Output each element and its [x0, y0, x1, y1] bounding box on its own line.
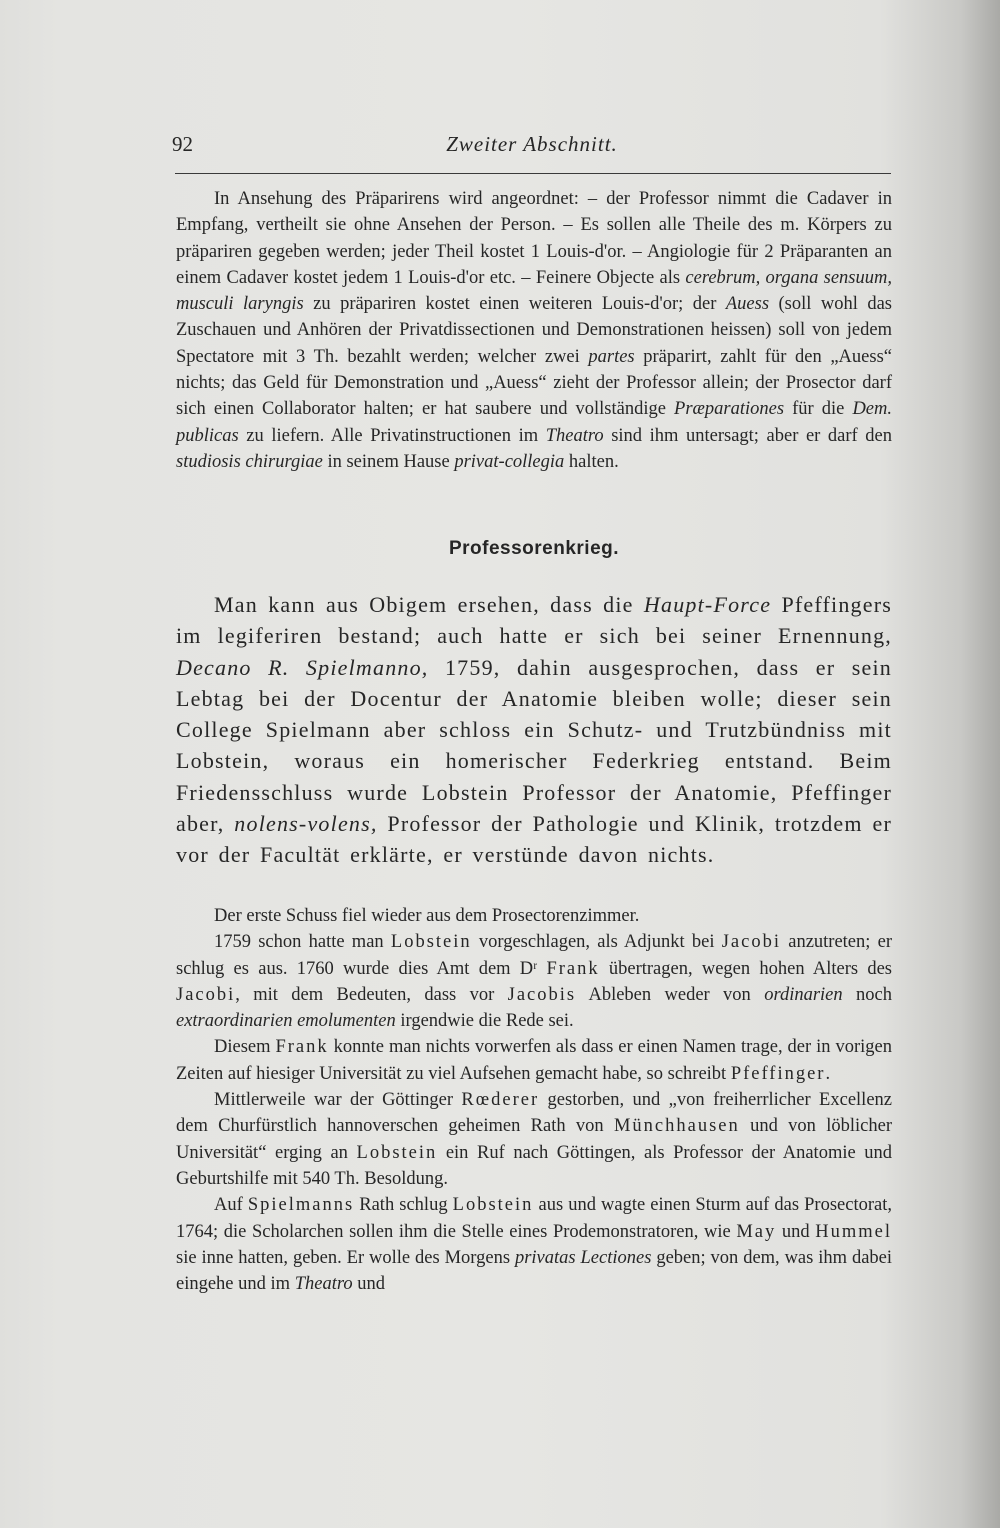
italic-term: privatas Lectiones: [514, 1247, 652, 1268]
spaced-name: Hummel: [815, 1221, 893, 1242]
header-rule: [175, 173, 891, 174]
text-run: irgendwie die Rede sei.: [395, 1011, 574, 1032]
spaced-name: Frank: [275, 1037, 329, 1058]
page-number: 92: [172, 132, 193, 156]
text-run: zu liefern. Alle Privatinstructionen im: [238, 425, 546, 446]
italic-term: partes: [588, 346, 635, 367]
text-run: , mit dem Bedeuten, dass vor: [235, 984, 508, 1005]
closing-paragraph-1: [176, 903, 892, 929]
spaced-name: May: [736, 1221, 777, 1242]
text-run: sind ihm untersagt; aber er darf den: [603, 425, 892, 446]
text-run: halten.: [564, 451, 619, 472]
spaced-name: Frank: [546, 958, 600, 979]
spaced-name: Rœderer: [461, 1090, 540, 1111]
text-run: Professor der Pathologie und Klinik, trotzdem er vor der Facultät erklärte, er verstünde davon nichts.: [176, 811, 892, 868]
main-block: [176, 589, 892, 871]
italic-term: Præparationes: [674, 399, 785, 420]
closing-block: [176, 903, 892, 1297]
closing-paragraph-3: [176, 1034, 892, 1087]
spaced-name: Spielmanns: [247, 1195, 355, 1216]
italic-term: Auess: [725, 294, 770, 315]
page-header: [172, 130, 892, 170]
text-run: vorgeschlagen, als Adjunkt bei: [471, 932, 722, 953]
italic-term: ordinarien: [764, 984, 843, 1005]
text-run: ein Ruf nach Göttingen, als Professor der Anatomie und Geburtshilfe mit 540 Th. Besoldung.: [176, 1142, 892, 1189]
text-run: 1759 schon hatte man: [214, 932, 391, 953]
text-run: Diesem: [214, 1037, 276, 1058]
text-run: übertragen, wegen hohen Alters des: [599, 958, 892, 979]
text-run: Mittlerweile war der Göttinger: [214, 1090, 462, 1111]
text-run: Man kann aus Obigem ersehen, dass die: [214, 592, 644, 617]
italic-term: nolens-volens,: [234, 811, 378, 837]
text-run: sie inne hatten, geben. Er wolle des Morgens: [176, 1247, 515, 1268]
closing-paragraph-5: [176, 1192, 892, 1297]
text-run: und: [352, 1274, 385, 1295]
text-run: Auf: [214, 1195, 248, 1216]
spaced-name: Lobstein: [452, 1195, 534, 1216]
italic-term: privat-collegia: [454, 451, 565, 472]
italic-term: Theatro: [545, 425, 604, 446]
text-run: In Ansehung des Präparirens wird angeordnet: – der Professor nimmt die Cadaver in Empfang, vertheilt sie ohne Ansehen der Person. – Es sollen alle Theile des m. Körpers zu präpariren gegeben werden; jeder Theil kostet 1 Louis-d'or. – Angiologie für 2 Präparanten an einem Cadaver kostet jedem 1 Louis-d'or etc. – Feinere Objecte als: [176, 189, 892, 288]
text-run: Ableben weder von: [576, 984, 765, 1005]
italic-term: cerebrum, organa sensuum, musculi laryngis: [176, 267, 892, 315]
text-run: gestorben, und „von freiherrlicher Excellenz dem Churfürstlich hannoverschen geheimen Rath von: [176, 1090, 892, 1137]
text-run: 1759, dahin ausgesprochen, dass er sein Lebtag bei der Docentur der Anatomie bleiben wolle; dieser sein College Spielmann aber schloss ein Schutz- und Trutzbündniss mit Lobstein, woraus ein homerischer Federkrieg entstand. Beim Friedensschluss wurde Lobstein Professor der Anatomie, Pfeffinger aber,: [176, 654, 892, 837]
text-run: und: [776, 1221, 816, 1242]
text-run: (soll wohl das Zuschauen und Anhören der Privatdissectionen und Demonstrationen heissen) soll von jedem Spectatore mit 3 Th. bezahlt werden; welcher zwei: [176, 294, 892, 367]
running-head: Zweiter Abschnitt.: [446, 132, 618, 156]
text-run: anzutreten; er schlug es aus. 1760 wurde dies Amt dem Dʳ: [176, 932, 893, 979]
spaced-name: Jacobi: [176, 984, 236, 1005]
text-run: Pfeffingers im legiferiren bestand; auch hatte er sich bei seiner Ernennung,: [176, 592, 892, 649]
spaced-name: Lobstein: [356, 1142, 438, 1163]
closing-paragraph-2: [176, 929, 892, 1034]
main-paragraph: [176, 589, 892, 871]
intro-block: [176, 186, 892, 475]
italic-term: Haupt-Force: [643, 592, 772, 617]
spaced-name: Münchhausen: [613, 1116, 740, 1137]
spaced-name: Pfeffinger: [730, 1063, 826, 1084]
spaced-name: Lobstein: [390, 932, 472, 953]
italic-term: Dem. publicas: [176, 399, 892, 446]
text-run: für die: [784, 399, 853, 420]
text-run: Rath schlug: [354, 1195, 453, 1216]
text-run: noch: [842, 984, 892, 1005]
spaced-name: Jacobi: [721, 932, 781, 953]
text-run: und von löblicher Universität“ erging an: [176, 1116, 892, 1163]
closing-paragraph-4: [176, 1087, 892, 1192]
text-run: Der erste Schuss fiel wieder aus dem Prosectorenzimmer.: [214, 906, 640, 926]
text-run: geben; von dem, was ihm dabei eingehe und im: [176, 1247, 893, 1295]
intro-paragraph: [176, 186, 892, 475]
italic-term: Decano R. Spielmanno,: [176, 654, 429, 680]
text-run: .: [825, 1063, 831, 1084]
italic-term: studiosis chirurgiae: [176, 451, 323, 472]
text-run: präparirt, zahlt für den „Auess“ nichts; das Geld für Demonstration und „Auess“ zieht der Professor allein; der Prosector darf sich einen Collaborator halten; er hat saubere und vollständige: [176, 346, 892, 420]
text-run: zu präpariren kostet einen weiteren Louis-d'or; der: [303, 294, 726, 315]
spaced-name: Jacobis: [507, 984, 577, 1005]
text-run: in seinem Hause: [322, 451, 455, 472]
text-run: konnte man nichts vorwerfen als dass er einen Namen trage, der in vorigen Zeiten auf hiesiger Universität zu viel Aufsehen gemacht habe, so schreibt: [176, 1037, 893, 1084]
section-heading: Professorenkrieg.: [448, 538, 620, 559]
italic-term: extraordinarien emolumenten: [176, 1011, 396, 1032]
text-run: aus und wagte einen Sturm auf das Prosectorat, 1764; die Scholarchen sollen ihm die Stelle eines Prodemonstratoren, wie: [176, 1195, 892, 1242]
italic-term: Theatro: [294, 1274, 353, 1295]
